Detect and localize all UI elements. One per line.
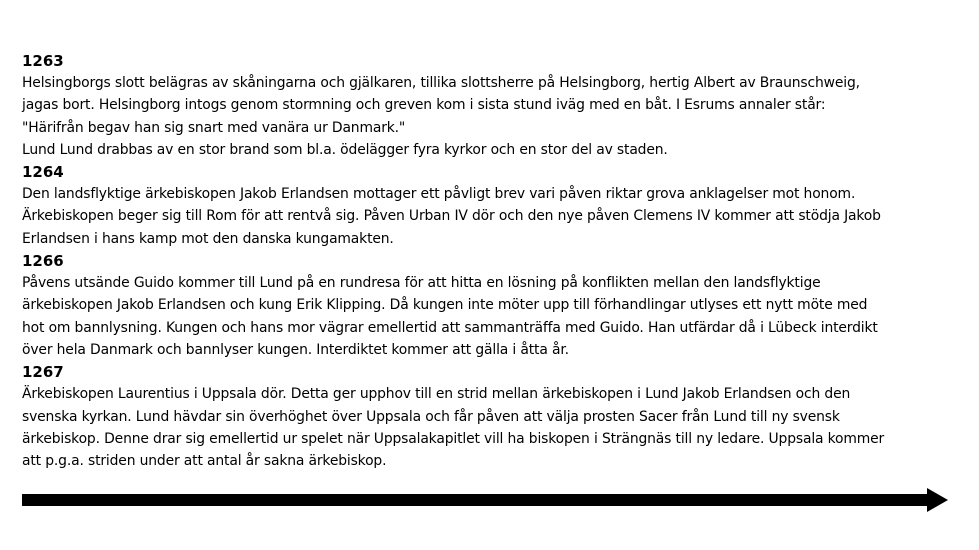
entry-text-line: att p.g.a. striden under att antal år sakna ärkebiskop.: [22, 453, 387, 470]
entry-text-line: Lund Lund drabbas av en stor brand som bl.a. ödelägger fyra kyrkor och en stor del av staden.: [22, 141, 668, 158]
entry-text-line: Erlandsen i hans kamp mot den danska kungamakten.: [22, 230, 394, 247]
entry-text-line: Den landsflyktige ärkebiskopen Jakob Erlandsen mottager ett påvligt brev vari påven riktar grova anklagelser mot honom.: [22, 186, 856, 203]
entry-text-line: "Härifrån begav han sig snart med vanära ur Danmark.": [22, 119, 406, 136]
timeline-arrow-head: [927, 488, 948, 512]
entry-text-line: ärkebiskopen Jakob Erlandsen och kung Erik Klipping. Då kungen inte möter upp till förhandlingar utlyses ett nytt möte med: [22, 297, 868, 314]
year-entry-1263: [22, 50, 967, 161]
entry-text-line: Påvens utsände Guido kommer till Lund på en rundresa för att hitta en lösning på konflikten mellan den landsflyktige: [22, 275, 821, 292]
timeline-text: [22, 50, 967, 472]
year-heading: 1267: [22, 363, 64, 382]
entry-text-line: svenska kyrkan. Lund hävdar sin överhöghet över Uppsala och får påven att välja prosten Sacer från Lund till ny svensk: [22, 408, 840, 425]
entry-text-line: Ärkebiskopen Laurentius i Uppsala dör. Detta ger upphov till en strid mellan ärkebiskopen i Lund Jakob Erlandsen och den: [22, 386, 851, 403]
entry-text-line: jagas bort. Helsingborg intogs genom stormning och greven kom i sista stund iväg med en båt. I Esrums annaler står:: [22, 97, 826, 114]
year-heading: 1263: [22, 52, 64, 70]
year-heading: 1266: [22, 252, 64, 271]
year-entry-1264: [22, 161, 967, 250]
timeline-arrow-shaft: [22, 494, 934, 506]
entry-text-line: över hela Danmark och bannlyser kungen. Interdiktet kommer att gälla i åtta år.: [22, 341, 569, 358]
year-entry-1266: [22, 250, 967, 361]
entry-text-line: Helsingborgs slott belägras av skåningarna och gjälkaren, tillika slottsherre på Helsingborg, hertig Albert av Braunschweig,: [22, 75, 860, 91]
year-entry-1267: [22, 361, 967, 472]
entry-text-line: hot om bannlysning. Kungen och hans mor vägrar emellertid att sammanträffa med Guido. Han utfärdar då i Lübeck interdikt: [22, 319, 878, 336]
timeline-arrow: [22, 485, 952, 515]
entry-text-line: ärkebiskop. Denne drar sig emellertid ur spelet när Uppsalakapitlet vill ha biskopen i Strängnäs till ny ledare. Uppsala kommer: [22, 430, 885, 447]
year-heading: 1264: [22, 163, 64, 182]
entry-text-line: Ärkebiskopen beger sig till Rom för att rentvå sig. Påven Urban IV dör och den nye påven Clemens IV kommer att stödja Jakob: [22, 208, 881, 225]
